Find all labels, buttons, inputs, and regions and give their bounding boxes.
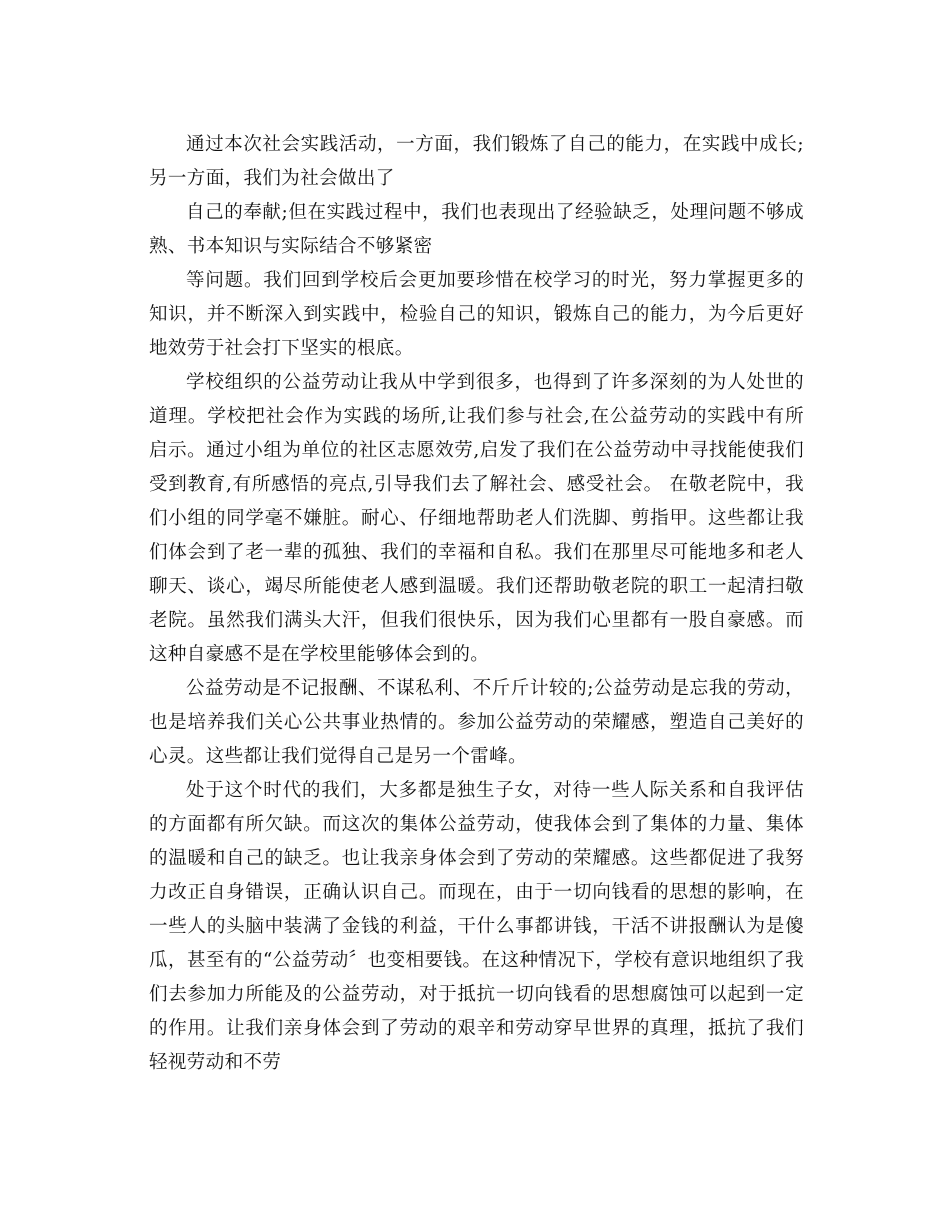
paragraph: 公益劳动是不记报酬、不谋私利、不斤斤计较的;公益劳动是忘我的劳动，也是培养我们关心公共事业热情的。参加公益劳动的荣耀感，塑造自己美好的心灵。这些都让我们觉得自己是另一个雷峰。: [149, 678, 804, 767]
paragraph: 处于这个时代的我们，大多都是独生子女，对待一些人际关系和自我评估的方面都有所欠缺。而这次的集体公益劳动，使我体会到了集体的力量、集体的温暖和自己的缺乏。也让我亲身体会到了劳动的荣耀感。这些都促进了我努力改正自身错误，正确认识自己。而现在，由于一切向钱看的思想的影响，在一些人的头脑中装满了金钱的利益，干什么事都讲钱，干活不讲报酬认为是傻瓜，甚至有的“公益劳动〞也变相要钱。在这种情况下，学校有意识地组织了我们去参加力所能及的公益劳动，对于抵抗一切向钱看的思想腐蚀可以起到一定的作用。让我们亲身体会到了劳动的艰辛和劳动穿早世界的真理，抵抗了我们轻视劳动和不劳: [149, 780, 804, 1073]
document-body: [149, 128, 804, 1080]
paragraph: 通过本次社会实践活动，一方面，我们锻炼了自己的能力，在实践中成长;另一方面，我们为社会做出了: [149, 134, 804, 189]
paragraph: 学校组织的公益劳动让我从中学到很多，也得到了许多深刻的为人处世的道理。学校把社会作为实践的场所,让我们参与社会,在公益劳动的实践中有所启示。通过小组为单位的社区志愿效劳,启发了我们在公益劳动中寻找能使我们受到教育,有所感悟的亮点,引导我们去了解社会、感受社会。 在敬老院中，我们小组的同学毫不嫌脏。耐心、仔细地帮助老人们洗脚、剪指甲。这些都让我们体会到了老一辈的孤独、我们的幸福和自私。我们在那里尽可能地多和老人聊天、谈心，竭尽所能使老人感到温暖。我们还帮助敬老院的职工一起清扫敬老院。虽然我们满头大汗，但我们很快乐，因为我们心里都有一股自豪感。而这种自豪感不是在学校里能够体会到的。: [149, 372, 804, 665]
paragraph: 自己的奉献;但在实践过程中，我们也表现出了经验缺乏，处理问题不够成熟、书本知识与实际结合不够紧密: [149, 202, 804, 257]
paragraph: 等问题。我们回到学校后会更加要珍惜在校学习的时光，努力掌握更多的知识，并不断深入到实践中，检验自己的知识，锻炼自己的能力，为今后更好地效劳于社会打下坚实的根底。: [149, 270, 804, 359]
